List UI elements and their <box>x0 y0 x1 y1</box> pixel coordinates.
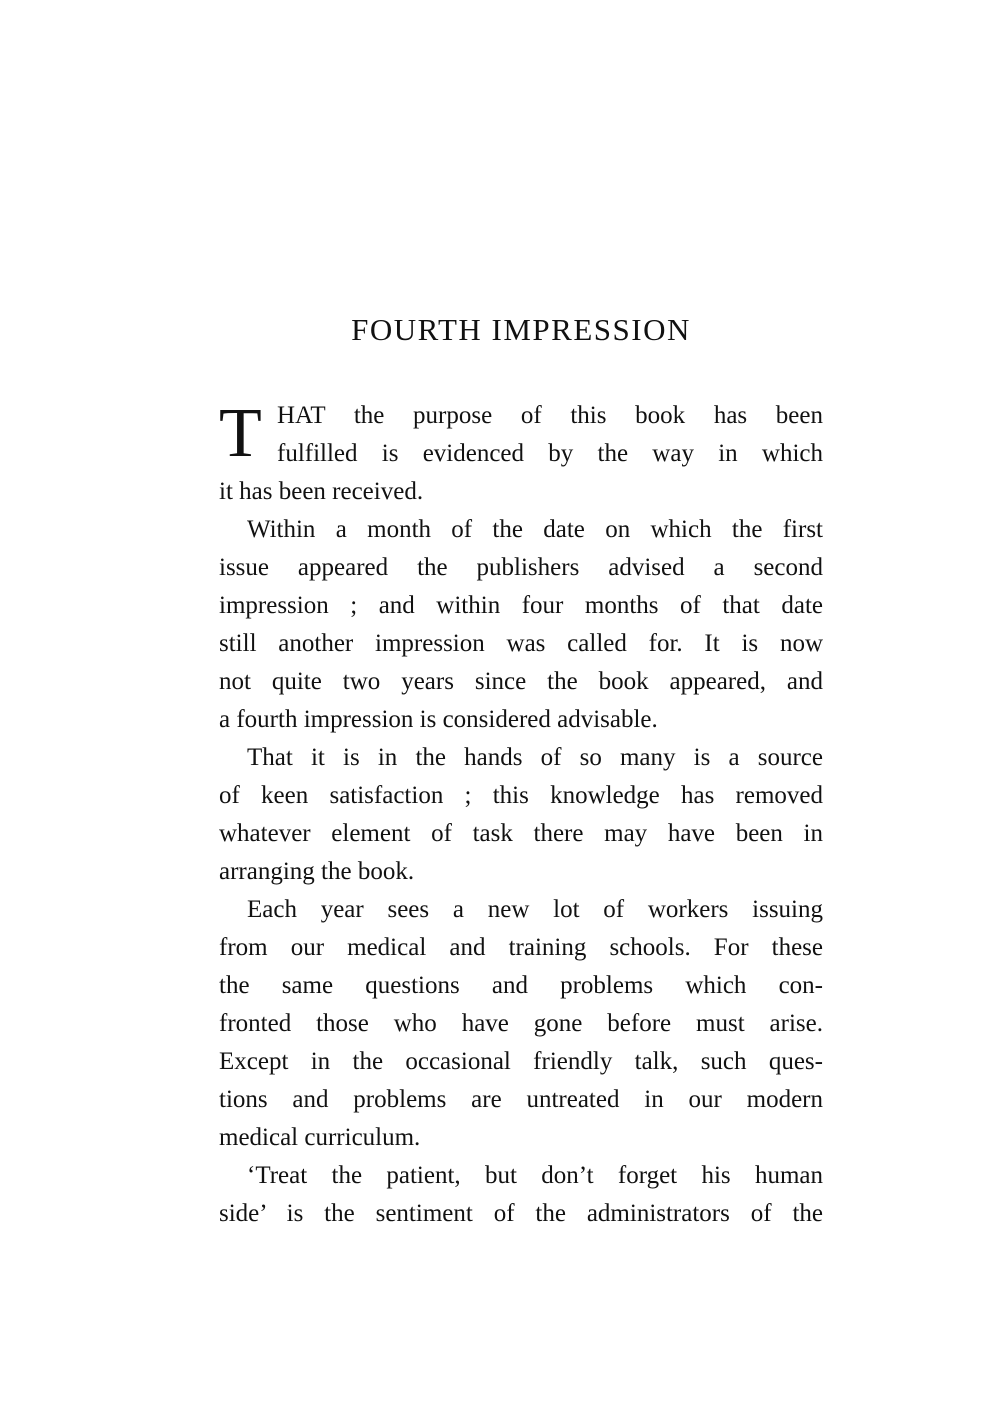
text-line: medical curriculum. <box>219 1124 421 1151</box>
paragraph-5 <box>219 1157 823 1233</box>
text-line: Except in the occasional friendly talk, such ques- <box>219 1048 823 1075</box>
text-line: from our medical and training schools. For these <box>219 934 823 961</box>
text-line: side’ is the sentiment of the administrators of the <box>219 1200 823 1227</box>
page-title: FOURTH IMPRESSION <box>351 312 691 347</box>
text-line: impression ; and within four months of that date <box>219 592 823 619</box>
text-line: That it is in the hands of so many is a source <box>247 744 823 771</box>
text-line: tions and problems are untreated in our modern <box>219 1086 823 1113</box>
text-line: it has been received. <box>219 478 424 505</box>
text-line: still another impression was called for. It is now <box>219 630 823 657</box>
text-line: Within a month of the date on which the first <box>247 516 823 543</box>
text-line: arranging the book. <box>219 858 415 885</box>
drop-cap-letter: T <box>219 395 262 472</box>
text-line: a fourth impression is considered advisable. <box>219 706 658 733</box>
body-text <box>219 397 823 1233</box>
text-line: fulfilled is evidenced by the way in which <box>277 440 823 467</box>
text-line: not quite two years since the book appeared, and <box>219 668 823 695</box>
text-line: HAT the purpose of this book has been <box>277 402 823 429</box>
text-line: of keen satisfaction ; this knowledge has removed <box>219 782 823 809</box>
text-line: issue appeared the publishers advised a second <box>219 554 823 581</box>
text-line: Each year sees a new lot of workers issuing <box>247 896 823 923</box>
paragraph-4 <box>219 891 823 1157</box>
paragraph-2 <box>219 511 823 739</box>
text-line: ‘Treat the patient, but don’t forget his human <box>247 1162 823 1189</box>
paragraph-1 <box>219 397 823 511</box>
paragraph-3 <box>219 739 823 891</box>
text-line: fronted those who have gone before must arise. <box>219 1010 823 1037</box>
text-line: whatever element of task there may have been in <box>219 820 823 847</box>
text-line: the same questions and problems which con- <box>219 972 823 999</box>
